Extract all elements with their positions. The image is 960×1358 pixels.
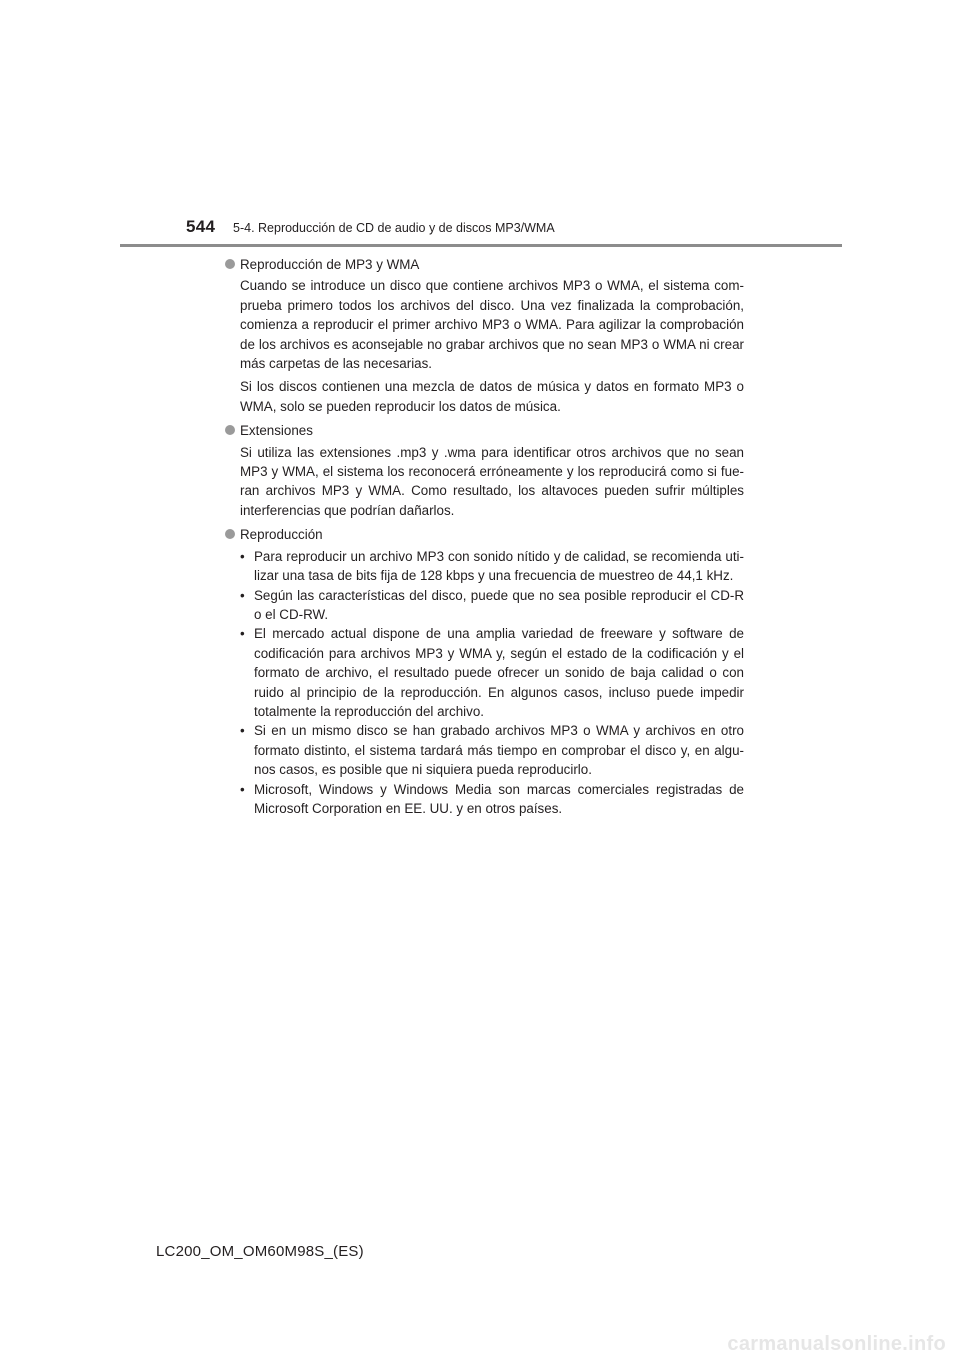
circle-bullet-icon bbox=[225, 425, 235, 435]
list-item-text: El mercado actual dispone de una amplia variedad de freeware y software de codificación para archivos MP3 y WMA y, según el estado de la codificación y el formato de archivo, el resultado puede ofrecer un sonido de baja calidad o con ruido al principio de la reproducción. En algunos casos, incluso puede impedir totalmente la reproducción del archivo. bbox=[254, 626, 744, 719]
section-heading-text: Reproducción bbox=[240, 527, 323, 543]
section-title: 5-4. Reproducción de CD de audio y de discos MP3/WMA bbox=[233, 221, 555, 235]
page-number: 544 bbox=[186, 217, 216, 236]
list-item bbox=[240, 721, 744, 779]
bullet-mark: • bbox=[240, 587, 245, 603]
bullet-mark: • bbox=[240, 548, 245, 564]
section-heading-text: Extensiones bbox=[240, 423, 313, 439]
circle-bullet-icon bbox=[225, 529, 235, 539]
main-content bbox=[224, 255, 744, 823]
paragraph: Si los discos contienen una mezcla de datos de música y datos en formato MP3 o WMA, solo se pueden reproducir los datos de música. bbox=[240, 379, 744, 414]
list-item bbox=[240, 780, 744, 819]
watermark: carmanualsonline.info bbox=[727, 1333, 946, 1355]
section-playback bbox=[224, 525, 744, 818]
section-heading bbox=[224, 421, 744, 440]
circle-bullet-icon bbox=[225, 259, 235, 269]
list-item-text: Si en un mismo disco se han grabado archivos MP3 o WMA y archivos en otro formato distinto, el sistema tardará más tiempo en comprobar el disco y, en algu-nos casos, es posible que ni siquiera pueda reproducirlo. bbox=[254, 723, 744, 778]
paragraph: Si utiliza las extensiones .mp3 y .wma para identificar otros archivos que no sean MP3 y WMA, el sistema los reconocerá erróneamente y los reproducirá como si fue-ran archivos MP3 y WMA. Como resultado, los altavoces pueden sufrir múltiples interferencias que podrían dañarlos. bbox=[240, 444, 744, 518]
header-rule bbox=[120, 244, 842, 247]
section-heading bbox=[224, 255, 744, 274]
list-item bbox=[240, 586, 744, 625]
bullet-mark: • bbox=[240, 723, 245, 739]
section-heading-text: Reproducción de MP3 y WMA bbox=[240, 257, 420, 272]
section-heading bbox=[224, 525, 744, 544]
section-extensions bbox=[224, 421, 744, 520]
bullet-list bbox=[240, 547, 744, 819]
list-item-text: Según las características del disco, puede que no sea posible reproducir el CD-R o el CD-RW. bbox=[254, 587, 744, 622]
paragraph: Cuando se introduce un disco que contiene archivos MP3 o WMA, el sistema com-prueba primero todos los archivos del disco. Una vez finalizada la comprobación, comienza a reproducir el primer archivo MP3 o WMA. Para agilizar la comprobación de los archivos es aconsejable no grabar archivos que no sean MP3 o WMA ni crear más carpetas de las necesarias. bbox=[240, 278, 744, 372]
bullet-mark: • bbox=[240, 626, 245, 642]
document-code: LC200_OM_OM60M98S_(ES) bbox=[156, 1243, 364, 1260]
bullet-mark: • bbox=[240, 781, 245, 797]
list-item bbox=[240, 547, 744, 586]
list-item-text: Microsoft, Windows y Windows Media son marcas comerciales registradas de Microsoft Corporation en EE. UU. y en otros países. bbox=[254, 781, 744, 816]
list-item bbox=[240, 624, 744, 721]
list-item-text: Para reproducir un archivo MP3 con sonido nítido y de calidad, se recomienda uti-lizar una tasa de bits fija de 128 kbps y una frecuencia de muestreo de 44,1 kHz. bbox=[254, 548, 744, 584]
section-mp3-wma bbox=[224, 255, 744, 416]
